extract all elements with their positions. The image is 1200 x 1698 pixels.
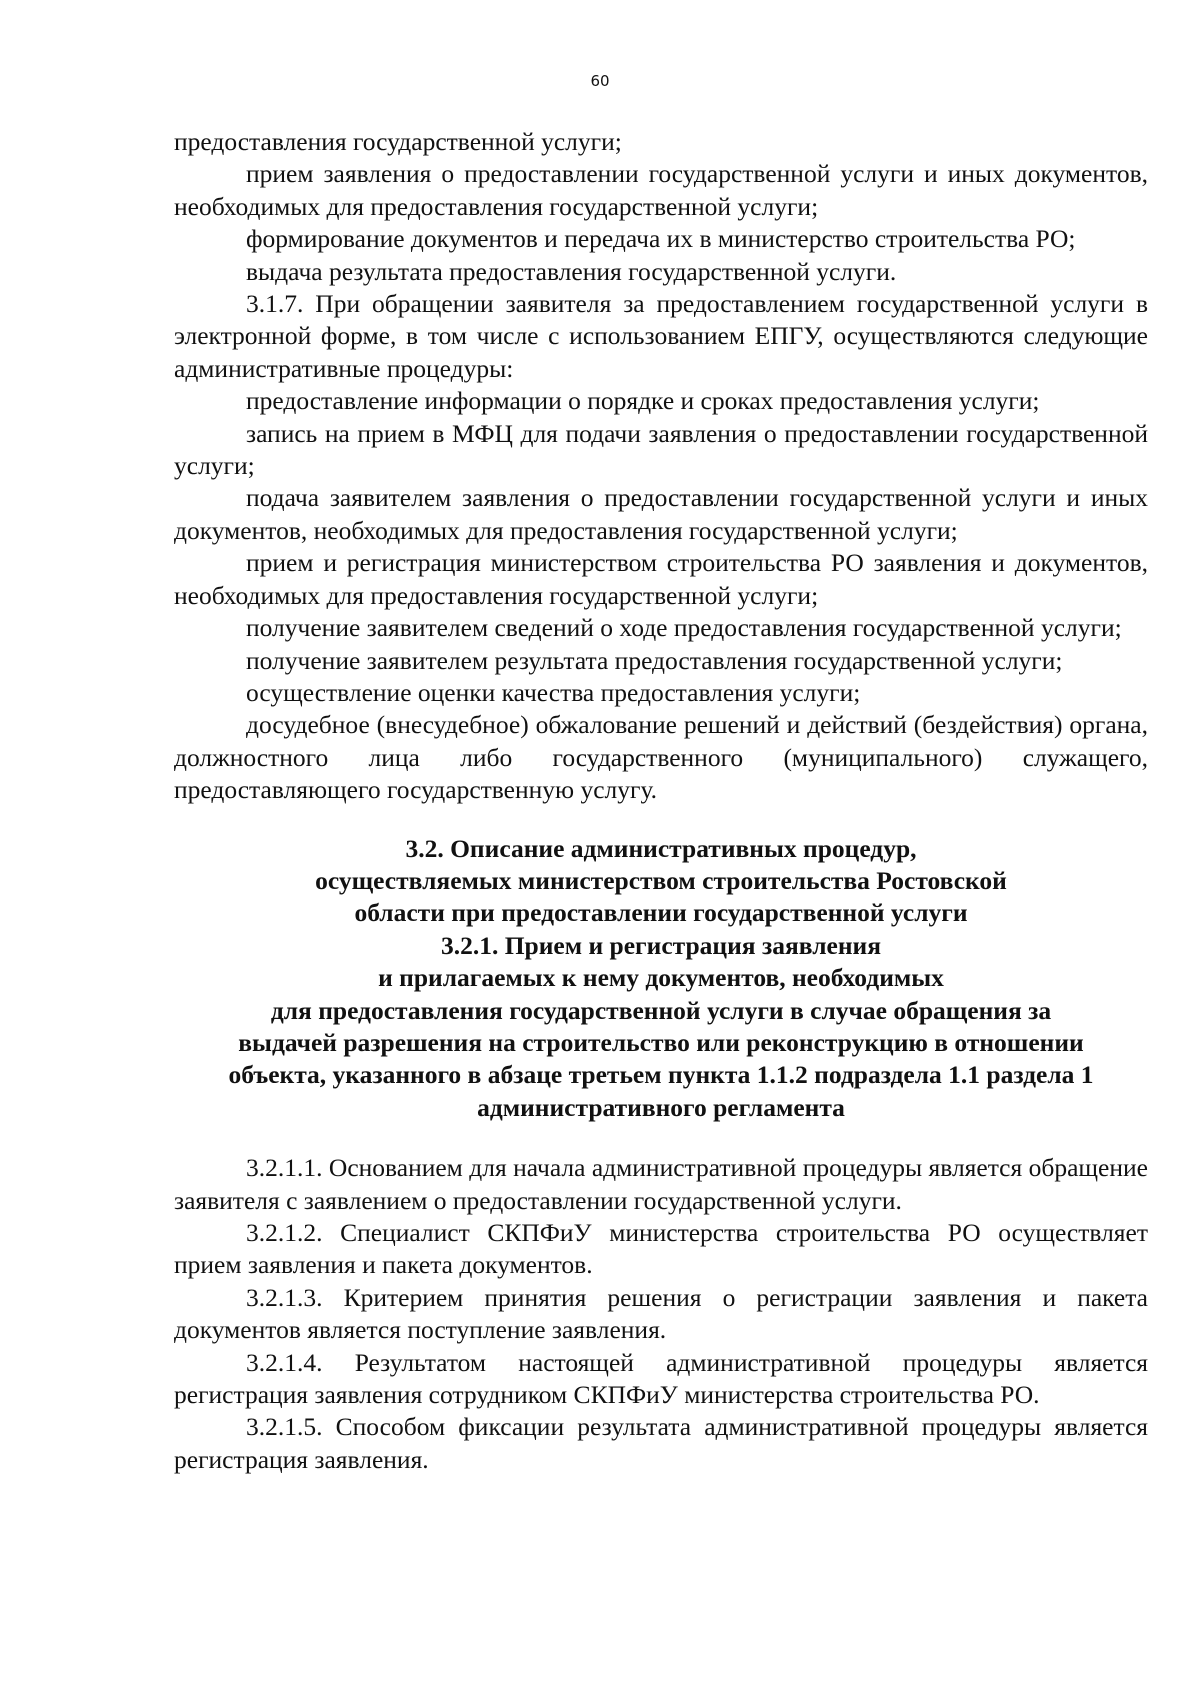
paragraph: запись на прием в МФЦ для подачи заявления о предоставлении государственной услуги; <box>174 418 1148 481</box>
paragraph: выдача результата предоставления государственной услуги. <box>246 256 897 286</box>
paragraph: формирование документов и передача их в министерство строительства РО; <box>246 224 1076 254</box>
heading-line: осуществляемых министерством строительства Ростовской <box>315 865 1007 895</box>
heading-line: и прилагаемых к нему документов, необходимых <box>378 963 944 993</box>
paragraph: досудебное (внесудебное) обжалование решений и действий (бездействия) органа, должностного лица либо государственного (муниципального) служащего, предоставляющего государственную услугу. <box>174 710 1148 805</box>
document-body <box>174 126 1148 1476</box>
paragraph: прием и регистрация министерством строительства РО заявления и документов, необходимых для предоставления государственной услуги; <box>174 548 1148 610</box>
paragraph: 3.2.1.2. Специалист СКПФиУ министерства строительства РО осуществляет прием заявления и пакета документов. <box>174 1218 1148 1280</box>
paragraph: 3.1.7. При обращении заявителя за предоставлением государственной услуги в электронной форме, в том числе с использованием ЕПГУ, осуществляются следующие административные процедуры: <box>174 289 1148 383</box>
page-number: 60 <box>590 72 610 90</box>
paragraph: прием заявления о предоставлении государственной услуги и иных документов, необходимых для предоставления государственной услуги; <box>174 159 1148 221</box>
paragraph: 3.2.1.4. Результатом настоящей административной процедуры является регистрация заявления сотрудником СКПФиУ министерства строительства РО. <box>174 1347 1148 1410</box>
paragraph: получение заявителем результата предоставления государственной услуги; <box>246 645 1063 675</box>
paragraph: получение заявителем сведений о ходе предоставления государственной услуги; <box>246 613 1122 643</box>
paragraph: осуществление оценки качества предоставления услуги; <box>246 677 861 707</box>
heading-line: области при предоставлении государственной услуги <box>354 898 968 928</box>
paragraph: предоставления государственной услуги; <box>174 127 622 156</box>
heading-line: 3.2.1. Прием и регистрация заявления <box>440 930 882 960</box>
heading-line: объекта, указанного в абзаце третьем пункта 1.1.2 подраздела 1.1 раздела 1 <box>228 1060 1094 1090</box>
paragraph: 3.2.1.1. Основанием для начала административной процедуры является обращение заявителя с заявлением о предоставлении государственной услуги. <box>174 1153 1148 1215</box>
heading-line: выдачей разрешения на строительство или реконструкцию в отношении <box>238 1027 1084 1057</box>
paragraph: подача заявителем заявления о предоставлении государственной услуги и иных документов, необходимых для предоставления государственной услуги; <box>174 483 1148 545</box>
paragraph: 3.2.1.3. Критерием принятия решения о регистрации заявления и пакета документов является поступление заявления. <box>174 1282 1148 1345</box>
heading-line: 3.2. Описание административных процедур, <box>405 833 917 863</box>
paragraph: 3.2.1.5. Способом фиксации результата административной процедуры является регистрация заявления. <box>174 1412 1148 1474</box>
heading-line: административного регламента <box>477 1092 845 1122</box>
paragraph: предоставление информации о порядке и сроках предоставления услуги; <box>246 386 1040 416</box>
heading-line: для предоставления государственной услуги в случае обращения за <box>270 995 1052 1025</box>
section-heading <box>174 833 1148 1125</box>
